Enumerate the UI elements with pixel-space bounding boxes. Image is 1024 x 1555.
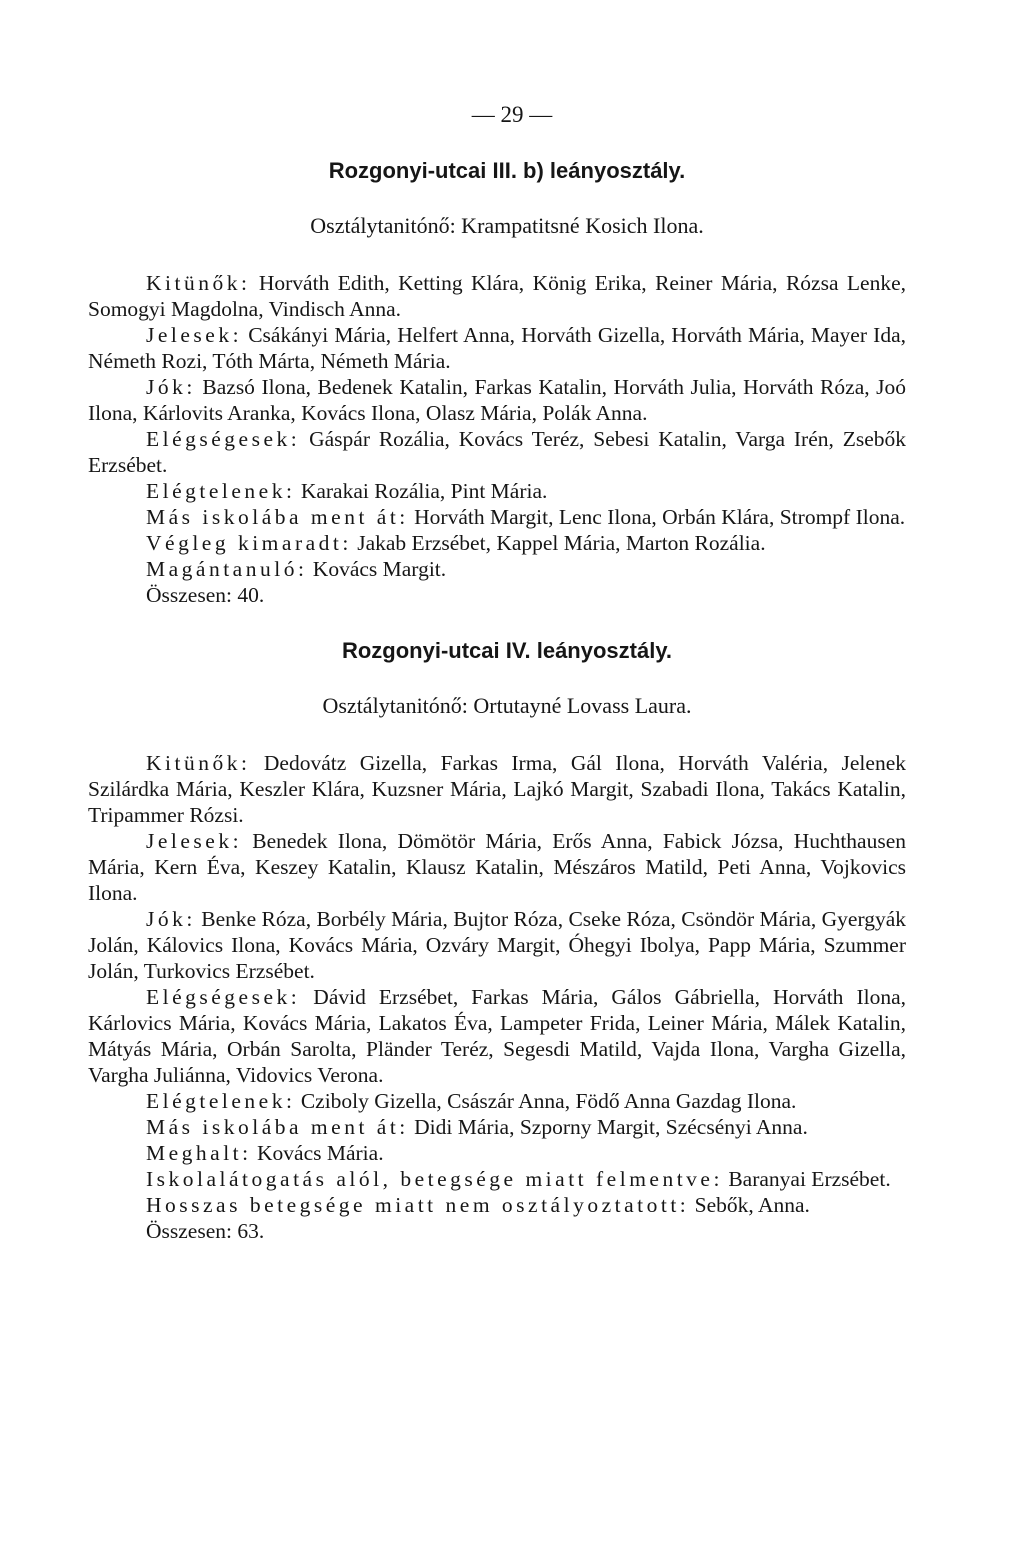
- section-teacher: Osztálytanitónő: Ortutayné Lovass Laura.: [322, 693, 692, 718]
- entry-meghalt: [88, 1140, 906, 1166]
- entry-felmentve: [88, 1166, 906, 1192]
- entry-jok: [88, 906, 906, 984]
- entry-label: Elégtelenek:: [146, 1089, 296, 1113]
- entry-names: Karakai Rozália, Pint Mária.: [300, 479, 548, 503]
- entry-kitunok: [88, 270, 906, 322]
- entry-label: Kitünők:: [146, 271, 251, 295]
- entry-names: Kovács Margit.: [312, 557, 447, 581]
- entry-mas-iskolaba: [88, 1114, 906, 1140]
- entry-label: Iskolalátogatás alól, betegsége miatt felmentve:: [146, 1167, 723, 1191]
- entry-names: Didi Mária, Szporny Margit, Szécsényi Anna.: [414, 1115, 808, 1139]
- entry-names: Kovács Mária.: [257, 1141, 384, 1165]
- entry-names: Sebők, Anna.: [694, 1193, 810, 1217]
- entry-elegsegesek: [88, 426, 906, 478]
- entry-elegtelenek: [88, 478, 906, 504]
- entry-mas-iskolaba: [88, 504, 906, 530]
- entry-label: Elégségesek:: [146, 427, 301, 451]
- entry-names: Bazsó Ilona, Bedenek Katalin, Farkas Katalin, Horváth Julia, Horváth Róza, Joó Ilona, Kárlovits Aranka, Kovács Ilona, Olasz Mária, Polák Anna.: [88, 375, 907, 425]
- class-section-4: [88, 636, 906, 1244]
- entry-label: Végleg kimaradt:: [146, 531, 352, 555]
- entry-names: Jakab Erzsébet, Kappel Mária, Marton Rozália.: [357, 531, 766, 555]
- section-total: Összesen: 40.: [146, 583, 265, 607]
- class-section-3b: [88, 156, 906, 608]
- document-page: [88, 98, 906, 1244]
- entry-label: Magántanuló:: [146, 557, 308, 581]
- entry-jok: [88, 374, 906, 426]
- entry-label: Kitünők:: [146, 751, 251, 775]
- entry-names: Gáspár Rozália, Kovács Teréz, Sebesi Katalin, Varga Irén, Zsebők Erzsébet.: [88, 427, 907, 477]
- entry-names: Horváth Margit, Lenc Ilona, Orbán Klára, Strompf Ilona.: [414, 505, 906, 529]
- entry-label: Elégtelenek:: [146, 479, 296, 503]
- section-heading: Rozgonyi-utcai IV. leányosztály.: [341, 638, 673, 663]
- entry-magantanulo: [88, 556, 906, 582]
- entry-label: Meghalt:: [146, 1141, 252, 1165]
- entry-names: Csákányi Mária, Helfert Anna, Horváth Gizella, Horváth Mária, Mayer Ida, Németh Rozi, Tóth Márta, Németh Mária.: [88, 323, 906, 373]
- entry-label: Jók:: [146, 375, 196, 399]
- entry-jelesek: [88, 322, 906, 374]
- entry-elegsegesek: [88, 984, 906, 1088]
- entry-names: Cziboly Gizella, Császár Anna, Födő Anna Gazdag Ilona.: [300, 1089, 797, 1113]
- entry-label: Jók:: [146, 907, 196, 931]
- entry-kitunok: [88, 750, 906, 828]
- entry-vegleg-kimaradt: [88, 530, 906, 556]
- entry-names: Benedek Ilona, Dömötör Mária, Erős Anna, Fabick Józsa, Huchthausen Mária, Kern Éva, Keszey Katalin, Klausz Katalin, Mészáros Matild, Peti Anna, Vojkovics Ilona.: [88, 829, 906, 905]
- entry-elegtelenek: [88, 1088, 906, 1114]
- entry-label: Jelesek:: [146, 323, 243, 347]
- entry-label: Hosszas betegsége miatt nem osztályoztatott:: [146, 1193, 690, 1217]
- section-teacher: Osztálytanitónő: Krampatitsné Kosich Ilona.: [310, 213, 704, 238]
- entry-nem-osztalyoztatott: [88, 1192, 906, 1218]
- entry-names: Benke Róza, Borbély Mária, Bujtor Róza, Cseke Róza, Csöndör Mária, Gyergyák Jolán, Kálovics Ilona, Kovács Mária, Ozváry Margit, Óhegyi Ibolya, Papp Mária, Szummer Jolán, Turkovics Erzsébet.: [88, 907, 907, 983]
- entry-label: Elégségesek:: [146, 985, 301, 1009]
- page-number: — 29 —: [471, 102, 553, 127]
- entry-names: Dávid Erzsébet, Farkas Mária, Gálos Gábriella, Horváth Ilona, Kárlovics Mária, Kovács Mária, Lakatos Éva, Lampeter Frida, Leiner Mária, Málek Katalin, Mátyás Mária, Orbán Sarolta, Pländer Teréz, Segesdi Matild, Vajda Ilona, Vargha Gizella, Vargha Juliánna, Vidovics Verona.: [88, 985, 907, 1087]
- entry-names: Horváth Edith, Ketting Klára, König Erika, Reiner Mária, Rózsa Lenke, Somogyi Magdolna, Vindisch Anna.: [88, 271, 906, 321]
- entry-names: Baranyai Erzsébet.: [728, 1167, 891, 1191]
- entry-label: Más iskolába ment át:: [146, 505, 409, 529]
- entry-jelesek: [88, 828, 906, 906]
- section-heading: Rozgonyi-utcai III. b) leányosztály.: [328, 158, 686, 183]
- section-total: Összesen: 63.: [146, 1219, 265, 1243]
- entry-label: Jelesek:: [146, 829, 243, 853]
- entry-label: Más iskolába ment át:: [146, 1115, 409, 1139]
- entry-names: Dedovátz Gizella, Farkas Irma, Gál Ilona, Horváth Valéria, Jelenek Szilárdka Mária, Keszler Klára, Kuzsner Mária, Lajkó Margit, Szabadi Ilona, Takács Katalin, Tripammer Rózsi.: [88, 751, 906, 827]
